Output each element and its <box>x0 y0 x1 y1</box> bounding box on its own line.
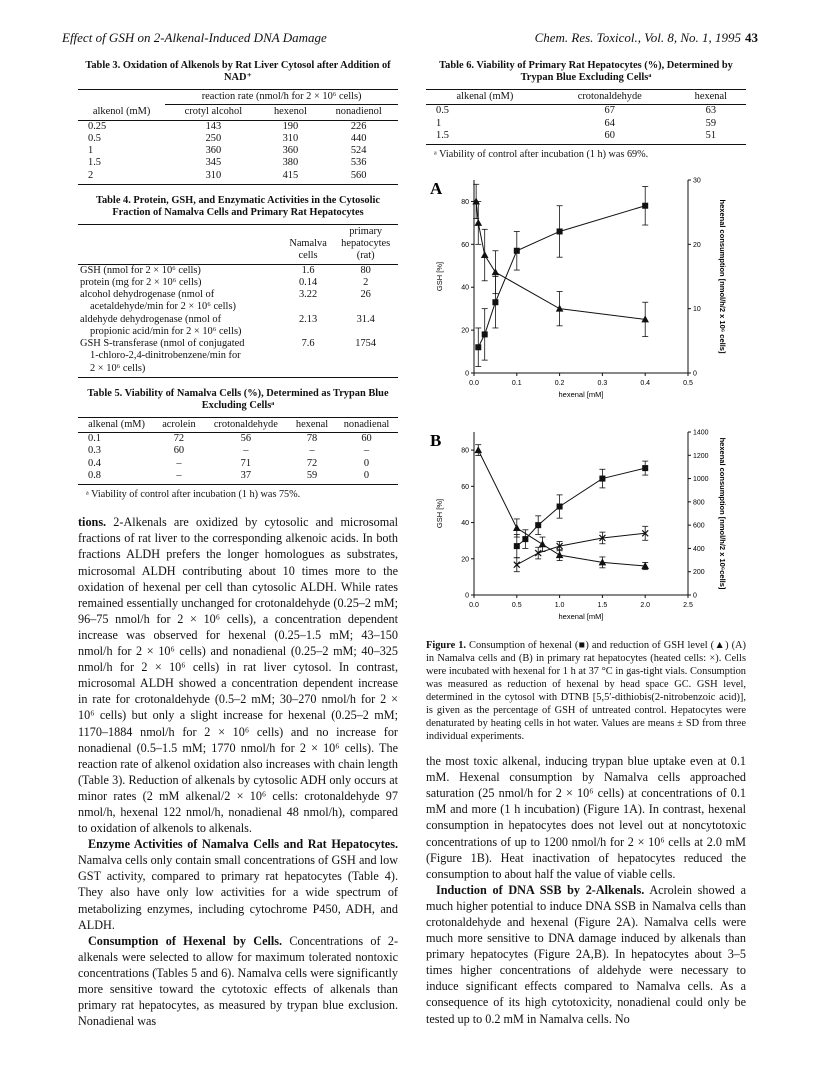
paragraph: tions. 2-Alkenals are oxidized by cytosolic and microsomal fractions of rat liver to the corresponding alkenoic acids. In both fractions ALDH prefers the longer homologues as substrates, microsomal ALDH contributing about 10 times more to the oxidation of hexenal per cell than cytosolic ALDH. While rates remained essentially unchanged for crotonaldehyde (0.25–2 mM; 96–75 nmol/h for 2 × 10⁶ cells), a concentration dependent increase was observed for hexenal (0.25–1.5 mM; 43–150 nmol/h for 2 × 10⁶ cells) and nonadienal (0.25–2 mM; 40–325 nmol/h for 2 × 10⁶ cells) in rat liver cytosol. In contrast, microsomal ALDH showed a concentration dependent increase in rate for crotonaldehyde (0.5–2 mM; 30–270 nmol/h for 2 × 10⁶ cells) but only a slight increase for hexenal (0.25–2 mM; 1170–1884 nmol/h for 2 × 10⁶ cells) and no increase for nonadienal (0.5–1.5 mM; 1770 nmol/h for 2 × 10⁶ cells). The reaction rate of alkenol oxidation also increases with chain length (Table 3). Reduction of alkenals by cytosolic ADH only occurs at minor rates (2 mM alkenal/2 × 10⁶ cells: crotonaldehyde 97 nmol/h, hexenal 122 nmol/h, nonadienal 48 nmol/h), compared to oxidation of alkenols to alkenals. <box>78 515 398 836</box>
table-6-col-header: crotonaldehyde <box>544 89 676 104</box>
table-cell: 226 <box>350 120 367 132</box>
paragraph: Enzyme Activities of Namalva Cells and Rat Hepatocytes. Namalva cells only contain small concentrations of GSH and low GST activity, compared to primary rat hepatocytes (Table 4). They also have only low activities for a wide spectrum of metabolizing enzymes, including cytochrome P450, ADH, and ALDH. <box>78 837 398 932</box>
table-cell: 310 <box>282 132 299 144</box>
table-cell: 56 <box>240 433 252 445</box>
table-row-label: protein (mg for 2 × 10⁶ cells) <box>80 276 202 288</box>
journal-citation: Chem. Res. Toxicol., Vol. 8, No. 1, 1995 <box>534 30 741 45</box>
table-3-col-header: alkenol (mM) <box>78 105 165 120</box>
table-row-label: alcohol dehydrogenase (nmol of acetaldehyde/min for 2 × 10⁶ cells) <box>80 289 236 313</box>
table-5-col-header: nonadienal <box>335 417 398 432</box>
table-row <box>78 338 398 377</box>
data-point-square <box>475 344 481 350</box>
table-row <box>78 433 398 446</box>
y2-tick-label: 400 <box>693 545 705 553</box>
table-cell: 360 <box>205 145 222 157</box>
table-cell: – <box>243 445 249 457</box>
data-point-triangle <box>556 305 564 312</box>
table-cell: 2 <box>78 170 165 185</box>
data-point-triangle <box>539 540 547 547</box>
right-body-text <box>426 753 746 1027</box>
figure-1-caption: Figure 1. Consumption of hexenal (■) and reduction of GSH level (▲) (A) in Namalva cells and (B) in primary rat hepatocytes (heated cells: ×). Cells were incubated with hexenal for 1 h at 37 °C in gas-tight vials. Consumption was measured as reduction of hexenal by head space GC. GSH level, determined in the cytosol with DTNB [5,5′-dithiobis(2-nitrobenzoic acid)], is given as the percentage of GSH of untreated control. Hepatocytes were denaturated by heating cells in hot water. Values are means ± SD from three individual experiments. <box>426 640 746 743</box>
y-tick-label: 40 <box>461 520 469 528</box>
x-tick-label: 0.5 <box>511 602 522 610</box>
y-axis-label: GSH [%] <box>435 261 444 292</box>
table-row <box>426 105 746 118</box>
figure-1b-chart <box>426 420 756 630</box>
table-cell: 1.5 <box>426 130 544 145</box>
table-row <box>78 120 398 133</box>
table-cell: 72 <box>306 457 318 469</box>
table-row-label: GSH S-transferase (nmol of conjugated 1-chloro-2,4-dinitrobenzene/min for 2 × 10⁶ cells) <box>78 338 283 377</box>
table-cell: 60 <box>361 433 372 445</box>
table-5 <box>78 388 398 500</box>
x-tick-label: 0.2 <box>554 380 565 388</box>
data-point-square <box>514 248 520 254</box>
table-cell: 0.14 <box>298 276 318 288</box>
running-head-right <box>535 30 758 46</box>
table-6-col-header: hexenal <box>676 89 746 104</box>
table-row <box>426 118 746 130</box>
table-cell: 415 <box>262 170 320 185</box>
table-5-col-header: alkenal (mM) <box>78 417 155 432</box>
table-6 <box>426 60 746 160</box>
data-point-triangle <box>513 524 521 531</box>
table-5-col-header: acrolein <box>155 417 203 432</box>
y-tick-label: 20 <box>461 556 469 564</box>
table-cell: 0.4 <box>88 457 101 469</box>
table-cell: 67 <box>604 105 615 117</box>
table-cell: 26 <box>360 289 371 301</box>
table-cell: 1 <box>436 117 442 129</box>
table-cell: 63 <box>705 105 717 117</box>
data-point-triangle <box>474 446 482 453</box>
running-head-left: Effect of GSH on 2-Alkenal-Induced DNA Damage <box>62 30 327 45</box>
data-point-square <box>482 331 488 337</box>
table-cell: 72 <box>173 433 185 445</box>
table-row <box>78 157 398 169</box>
paragraph: Induction of DNA SSB by 2-Alkenals. Acrolein showed a much higher potential to induce DNA SSB in Namalva cells than crotonaldehyde and hexenal (Figure 2A). Namalva cells were much more sensitive to DNA damage induced by alkenals than primary hepatocytes (Figure 2A,B). In hepatocytes about 3–5 times higher concentrations of aldehyde were necessary to induce significant effects compared to Namalva cells. As a consequence of its high cytotoxicity, nonadienal could only be tested up to 0.2 mM in Namalva cells. No <box>426 882 746 1026</box>
table-3-col-header: nonadienol <box>319 105 398 120</box>
y2-tick-label: 20 <box>693 241 701 249</box>
y2-tick-label: 1000 <box>693 476 709 484</box>
data-point-triangle <box>492 268 500 275</box>
x-axis-label: hexenal [mM] <box>558 612 604 622</box>
table-4-col-namalva: Namalva cells <box>283 224 334 264</box>
y2-axis-label: hexenal consumption [nmol/h/2 x 10⁶cells] <box>718 437 727 590</box>
table-cell: 0.5 <box>436 105 449 117</box>
table-cell: 71 <box>240 457 252 469</box>
table-cell: 0.8 <box>78 470 155 485</box>
data-point-square <box>514 543 520 549</box>
table-6-footnote: ᵃ Viability of control after incubation (1 h) was 69%. <box>434 149 649 161</box>
table-cell: 51 <box>676 130 746 145</box>
table-cell: 0.5 <box>88 132 101 144</box>
table-cell: 64 <box>604 117 615 129</box>
data-point-square <box>599 476 605 482</box>
table-row <box>78 445 398 457</box>
right-column <box>426 60 746 1027</box>
y2-tick-label: 0 <box>693 370 697 378</box>
x-tick-label: 1.0 <box>554 602 565 610</box>
table-row <box>78 314 398 339</box>
series-line-x <box>517 533 645 564</box>
y-tick-label: 80 <box>461 447 469 455</box>
x-tick-label: 1.5 <box>597 602 608 610</box>
y-tick-label: 0 <box>465 592 469 600</box>
y2-tick-label: 10 <box>693 306 701 314</box>
table-cell: 560 <box>319 170 398 185</box>
table-cell: 0.1 <box>88 433 101 445</box>
table-cell: 78 <box>306 433 318 445</box>
y-axis-label: GSH [%] <box>435 498 444 529</box>
table-4 <box>78 195 398 378</box>
data-point-triangle <box>556 551 564 558</box>
y-tick-label: 0 <box>465 370 469 378</box>
table-row <box>78 170 398 185</box>
y-tick-label: 80 <box>461 198 469 206</box>
y2-tick-label: 0 <box>693 592 697 600</box>
table-cell: 536 <box>350 157 367 169</box>
y2-tick-label: 200 <box>693 569 705 577</box>
table-cell: 59 <box>289 470 335 485</box>
table-cell: 143 <box>205 120 222 132</box>
y2-tick-label: 30 <box>693 177 701 185</box>
page-number: 43 <box>745 30 758 45</box>
table-cell: 0.3 <box>88 445 101 457</box>
table-cell: 310 <box>165 170 261 185</box>
table-cell: 0 <box>363 457 370 469</box>
table-4-col-hepatocytes: primary hepatocytes (rat) <box>333 224 398 264</box>
table-cell: 80 <box>360 264 371 276</box>
table-row <box>426 130 746 145</box>
table-5-caption: Table 5. Viability of Namalva Cells (%), Determined as Trypan Blue Excluding Cellsᵃ <box>87 387 389 412</box>
y-tick-label: 60 <box>461 483 469 491</box>
table-cell: 0 <box>335 470 398 485</box>
table-cell: 524 <box>350 145 367 157</box>
table-row-label: GSH (nmol for 2 × 10⁶ cells) <box>80 264 201 276</box>
y2-tick-label: 1400 <box>693 429 709 437</box>
table-cell: – <box>155 470 203 485</box>
table-5-col-header: crotonaldehyde <box>203 417 289 432</box>
table-cell: 190 <box>282 120 299 132</box>
data-point-square <box>492 299 498 305</box>
y-tick-label: 20 <box>461 327 469 335</box>
data-point-square <box>522 536 528 542</box>
figure-1a-chart <box>426 168 756 413</box>
table-4-caption: Table 4. Protein, GSH, and Enzymatic Activities in the Cytosolic Fraction of Namalva Cells and Primary Rat Hepatocytes <box>95 194 380 219</box>
table-cell: 345 <box>205 157 222 169</box>
table-cell: – <box>176 457 182 469</box>
table-row <box>78 277 398 289</box>
left-body-text <box>78 514 398 1029</box>
table-6-caption: Table 6. Viability of Primary Rat Hepatocytes (%), Determined by Trypan Blue Excluding Cellsᵃ <box>439 60 733 84</box>
y-tick-label: 60 <box>461 241 469 249</box>
data-point-square <box>642 465 648 471</box>
table-cell: 37 <box>203 470 289 485</box>
figure-1 <box>426 168 746 635</box>
data-point-triangle <box>474 219 482 226</box>
table-cell: 250 <box>205 132 222 144</box>
x-axis-label: hexenal [mM] <box>558 390 604 400</box>
table-cell: 31.4 <box>356 313 375 325</box>
table-cell: 60 <box>173 445 185 457</box>
table-5-col-header: hexenal <box>289 417 335 432</box>
left-column <box>78 60 398 1029</box>
y2-tick-label: 1200 <box>693 452 709 460</box>
y2-tick-label: 800 <box>693 499 705 507</box>
x-tick-label: 0.0 <box>469 602 479 610</box>
paragraph: Consumption of Hexenal by Cells. Concentrations of 2-alkenals were selected to allow for maximum tolerated nontoxic concentrations (Tables 5 and 6). Namalva cells were significantly more sensitive toward the cytotoxic effects of alkenals than primary rat hepatocytes, as measured by trypan blue exclusion. Nonadienal was <box>78 933 399 1029</box>
y2-tick-label: 600 <box>693 522 705 530</box>
y2-axis-label: hexenal consumption [nmol/h/2 x 10⁶ cells] <box>718 199 727 354</box>
panel-letter: A <box>430 179 443 199</box>
table-cell: 59 <box>705 117 717 129</box>
table-cell: 440 <box>350 132 367 144</box>
table-3-col-header: hexenol <box>262 105 320 120</box>
paragraph: the most toxic alkenal, inducing trypan blue uptake even at 0.1 mM. Hexenal consumption by Namalva cells approached saturation (25 nmol/h for 2 × 10⁶ cells) at concentrations of 0.1 mM and more (1 h incubation) (Figure 1A). In contrast, hexenal consumption in hepatocytes does not level out at noncytotoxic concentrations of up to 1200 nmol/h for 2 × 10⁶ cells at 2.0 mM (Figure 1B). Heat inactivation of hepatocytes reduced the consumption to about half the value of viable cells. <box>426 754 746 881</box>
table-row <box>78 145 398 157</box>
x-tick-label: 0.3 <box>597 380 608 388</box>
data-point-square <box>642 203 648 209</box>
table-cell: 360 <box>282 145 299 157</box>
table-cell: 2 <box>363 276 369 288</box>
table-cell: 1754 <box>333 338 398 377</box>
table-5-footnote: ᵃ Viability of control after incubation (1 h) was 75%. <box>86 489 301 501</box>
data-point-square <box>557 228 563 234</box>
table-cell: 1.6 <box>301 264 315 276</box>
table-row <box>78 458 398 470</box>
table-row <box>78 264 398 277</box>
x-tick-label: 0.4 <box>640 380 651 388</box>
data-point-triangle <box>481 251 489 258</box>
table-cell: 60 <box>544 130 676 145</box>
table-row <box>78 289 398 314</box>
x-tick-label: 2.5 <box>683 602 693 610</box>
x-tick-label: 0.1 <box>511 380 522 388</box>
table-cell: – <box>309 445 315 457</box>
table-3-caption: Table 3. Oxidation of Alkenols by Rat Liver Cytosol after Addition of NAD⁺ <box>85 60 391 84</box>
data-point-square <box>557 504 563 510</box>
table-cell: 3.22 <box>298 289 318 301</box>
x-tick-label: 2.0 <box>640 602 651 610</box>
table-cell: 2.13 <box>298 313 318 325</box>
table-cell: 0.25 <box>88 120 107 132</box>
table-cell: 1 <box>88 145 94 157</box>
table-cell: 1.5 <box>88 157 101 169</box>
table-3 <box>78 60 398 185</box>
series-line-triangle <box>476 201 645 319</box>
y-tick-label: 40 <box>461 284 469 292</box>
table-row <box>78 470 398 485</box>
table-6-col-header: alkenal (mM) <box>426 89 544 104</box>
data-point-square <box>535 522 541 528</box>
table-row-label: aldehyde dehydrogenase (nmol of propionic acid/min for 2 × 10⁶ cells) <box>80 313 242 337</box>
x-tick-label: 0.5 <box>683 380 693 388</box>
table-cell: 7.6 <box>283 338 334 377</box>
table-row <box>78 133 398 145</box>
table-3-span-header: reaction rate (nmol/h for 2 × 10⁶ cells) <box>165 89 398 104</box>
x-tick-label: 0.0 <box>469 380 479 388</box>
panel-letter: B <box>430 431 442 451</box>
table-cell: 380 <box>282 157 299 169</box>
table-cell: – <box>363 445 370 457</box>
table-3-col-header: crotyl alcohol <box>165 105 261 120</box>
